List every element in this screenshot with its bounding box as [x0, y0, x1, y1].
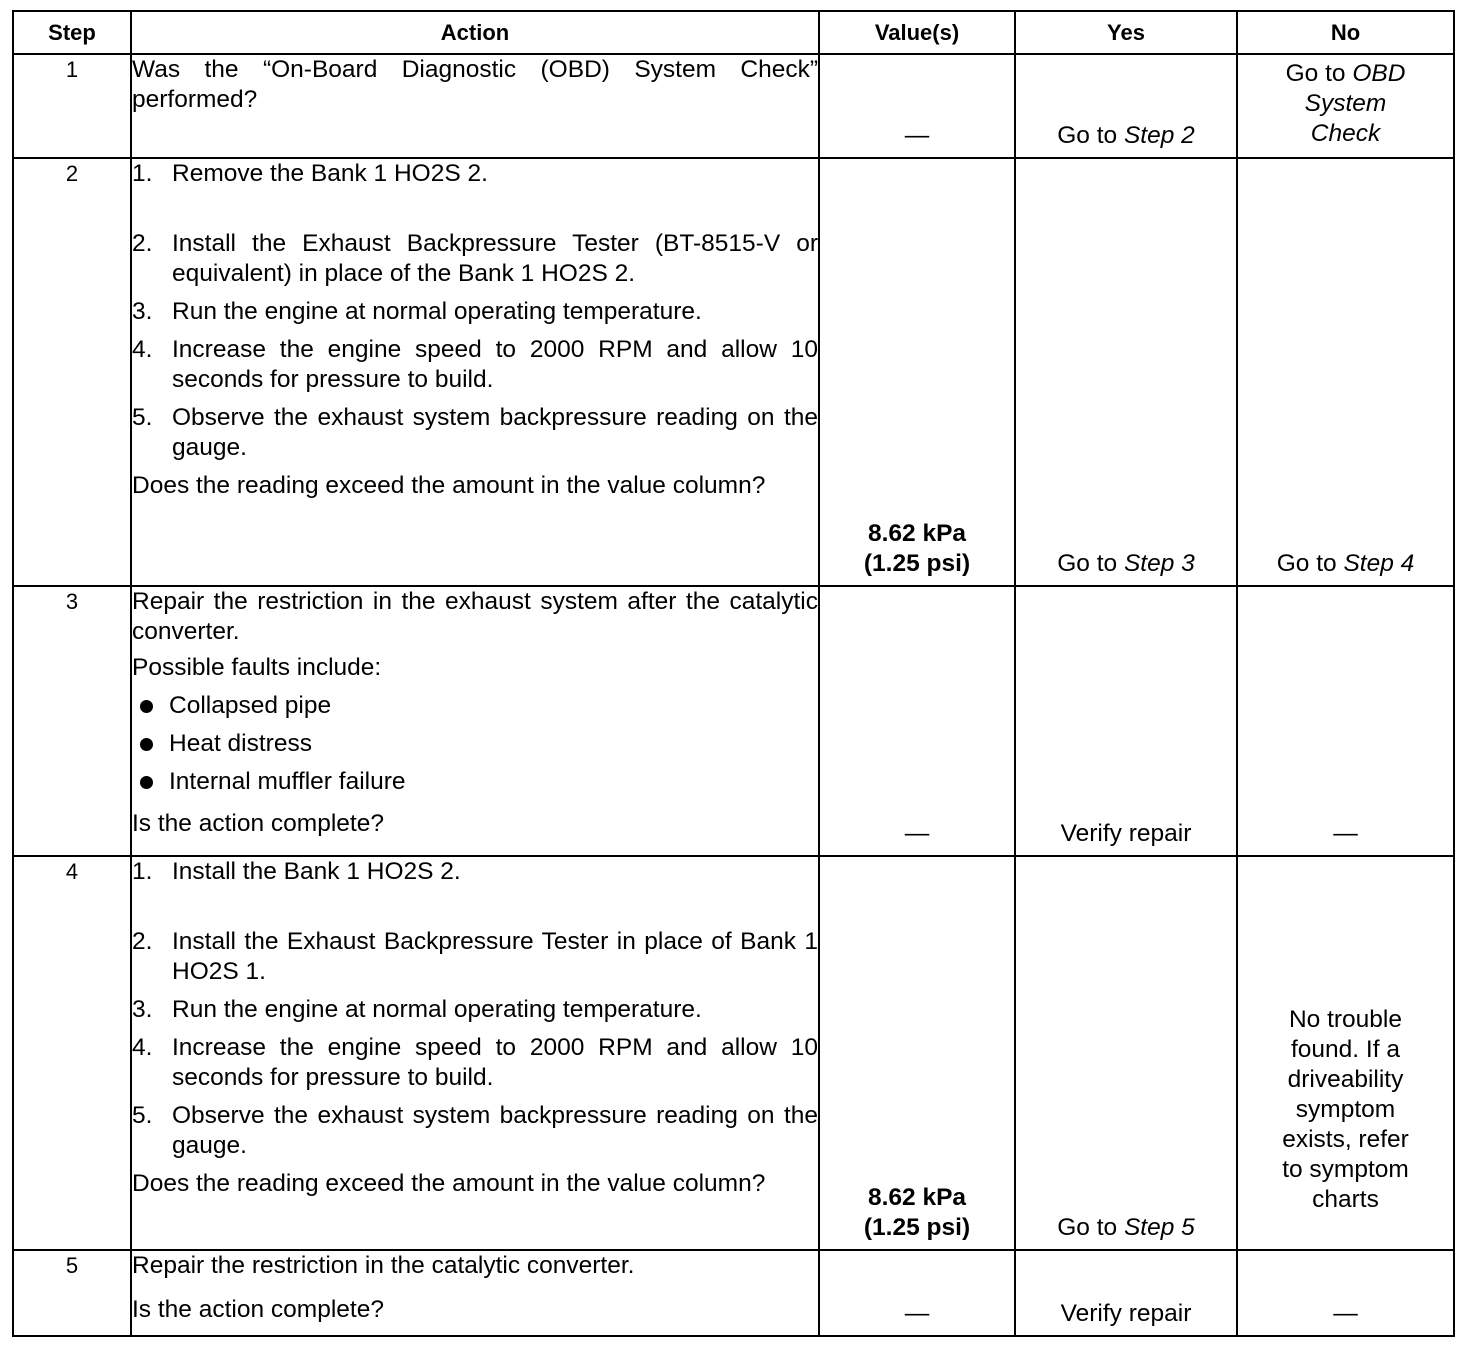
no-cell	[1237, 158, 1454, 586]
no-text	[1238, 549, 1453, 579]
no-line: charts	[1312, 1186, 1379, 1213]
item-text: Install the Exhaust Backpressure Tester in place of Bank 1 HO2S 1.	[172, 928, 818, 985]
no-line: No trouble	[1288, 1006, 1403, 1033]
no-line: to symptom	[1282, 1156, 1409, 1183]
intro-text: Repair the restriction in the exhaust system after the catalytic converter.	[132, 588, 818, 645]
list-item	[132, 687, 818, 725]
no-cell	[1237, 856, 1454, 1250]
list-item	[132, 159, 818, 189]
no-cell	[1237, 54, 1454, 158]
faults-list	[132, 687, 818, 801]
action-cell	[131, 1250, 819, 1336]
item-text: Increase the engine speed to 2000 RPM and allow 10 seconds for pressure to build.	[172, 1034, 818, 1091]
no-line: symptom	[1295, 1096, 1396, 1123]
value-kpa: 8.62 kPa	[867, 1184, 967, 1211]
no-cell	[1237, 1250, 1454, 1336]
step-number: 5	[13, 1250, 131, 1336]
action-text: Was the “On-Board Diagnostic (OBD) System Check” performed?	[132, 56, 818, 113]
item-text: Observe the exhaust system backpressure reading on the gauge.	[172, 404, 818, 461]
item-number: 4.	[132, 336, 153, 363]
item-number: 3.	[132, 996, 153, 1023]
action-cell	[131, 586, 819, 856]
value-psi: (1.25 psi)	[863, 550, 971, 577]
fault-text: Collapsed pipe	[169, 692, 332, 719]
procedure-list	[132, 857, 818, 1161]
faults-label: Possible faults include:	[132, 654, 382, 681]
action-cell	[131, 54, 819, 158]
bullet-icon	[140, 700, 153, 713]
bullet-icon	[140, 738, 153, 751]
bullet-icon	[140, 776, 153, 789]
diagnostic-table	[12, 10, 1455, 1337]
step-number: 4	[13, 856, 131, 1250]
no-target: Step 4	[1343, 550, 1415, 577]
yes-cell	[1015, 158, 1237, 586]
header-action: Action	[131, 11, 819, 54]
step-number: 1	[13, 54, 131, 158]
item-text: Observe the exhaust system backpressure reading on the gauge.	[172, 1102, 818, 1159]
header-yes: Yes	[1015, 11, 1237, 54]
header-no: No	[1237, 11, 1454, 54]
value-text: —	[904, 1300, 930, 1327]
yes-text	[1016, 1213, 1236, 1243]
list-item	[132, 297, 818, 327]
table-row	[13, 856, 1454, 1250]
action-cell	[131, 158, 819, 586]
item-number: 5.	[132, 1102, 153, 1129]
item-text: Remove the Bank 1 HO2S 2.	[172, 160, 488, 187]
value-text: —	[904, 820, 930, 847]
no-text	[1244, 1005, 1447, 1215]
list-item	[132, 927, 818, 987]
yes-text	[1016, 121, 1236, 151]
item-text: Install the Exhaust Backpressure Tester (BT-8515-V or equivalent) in place of the Bank 1 HO2S 2.	[172, 230, 818, 287]
value-text: —	[904, 122, 930, 149]
no-line: exists, refer	[1282, 1126, 1409, 1153]
list-item	[132, 229, 818, 289]
yes-prefix: Go to	[1057, 1214, 1124, 1241]
value-cell	[819, 158, 1015, 586]
step-number: 2	[13, 158, 131, 586]
no-cell	[1237, 586, 1454, 856]
yes-cell	[1015, 1250, 1237, 1336]
item-number: 3.	[132, 298, 153, 325]
no-target-line: System	[1304, 90, 1387, 117]
question-text: Does the reading exceed the amount in the value column?	[132, 1170, 766, 1197]
item-number: 4.	[132, 1034, 153, 1061]
action-text: Repair the restriction in the catalytic converter.	[132, 1252, 635, 1279]
no-line: found. If a	[1291, 1036, 1400, 1063]
value-kpa: 8.62 kPa	[867, 520, 967, 547]
item-number: 1.	[132, 858, 153, 885]
no-text	[1238, 59, 1453, 149]
list-item	[132, 995, 818, 1025]
question-text: Does the reading exceed the amount in the value column?	[132, 472, 766, 499]
yes-cell	[1015, 856, 1237, 1250]
fault-text: Heat distress	[169, 730, 312, 757]
item-text: Install the Bank 1 HO2S 2.	[172, 858, 461, 885]
yes-cell	[1015, 54, 1237, 158]
list-item	[132, 1033, 818, 1093]
yes-text: Verify repair	[1060, 1300, 1192, 1327]
value-cell	[819, 856, 1015, 1250]
yes-text: Verify repair	[1060, 820, 1192, 847]
item-text: Run the engine at normal operating temperature.	[172, 996, 702, 1023]
table-row	[13, 1250, 1454, 1336]
list-item	[132, 857, 818, 887]
no-target-line: Check	[1310, 120, 1381, 147]
no-prefix: Go to	[1276, 550, 1344, 577]
list-item	[132, 725, 818, 763]
table-row	[13, 54, 1454, 158]
table-row	[13, 158, 1454, 586]
header-values: Value(s)	[819, 11, 1015, 54]
no-prefix: Go to	[1285, 60, 1353, 87]
value-text	[820, 519, 1014, 579]
question-text: Is the action complete?	[132, 810, 384, 837]
no-text: —	[1333, 1300, 1358, 1327]
yes-target: Step 2	[1123, 122, 1195, 149]
item-text: Run the engine at normal operating temperature.	[172, 298, 702, 325]
item-number: 1.	[132, 160, 153, 187]
fault-text: Internal muffler failure	[169, 768, 406, 795]
value-psi: (1.25 psi)	[863, 1214, 971, 1241]
value-cell	[819, 54, 1015, 158]
question-text: Is the action complete?	[132, 1296, 384, 1323]
item-number: 2.	[132, 928, 153, 955]
value-text	[820, 1183, 1014, 1243]
yes-text	[1016, 549, 1236, 579]
item-number: 2.	[132, 230, 153, 257]
no-text: —	[1333, 820, 1358, 847]
list-item	[132, 403, 818, 463]
action-cell	[131, 856, 819, 1250]
value-cell	[819, 1250, 1015, 1336]
yes-prefix: Go to	[1057, 122, 1124, 149]
yes-cell	[1015, 586, 1237, 856]
yes-target: Step 3	[1123, 550, 1195, 577]
value-cell	[819, 586, 1015, 856]
list-item	[132, 1101, 818, 1161]
no-line: driveability	[1287, 1066, 1404, 1093]
no-target-line: OBD	[1352, 60, 1406, 87]
yes-target: Step 5	[1123, 1214, 1195, 1241]
list-item	[132, 763, 818, 801]
list-item	[132, 335, 818, 395]
header-step: Step	[13, 11, 131, 54]
yes-prefix: Go to	[1057, 550, 1124, 577]
procedure-list	[132, 159, 818, 463]
item-text: Increase the engine speed to 2000 RPM and allow 10 seconds for pressure to build.	[172, 336, 818, 393]
table-row	[13, 586, 1454, 856]
header-row	[13, 11, 1454, 54]
step-number: 3	[13, 586, 131, 856]
item-number: 5.	[132, 404, 153, 431]
